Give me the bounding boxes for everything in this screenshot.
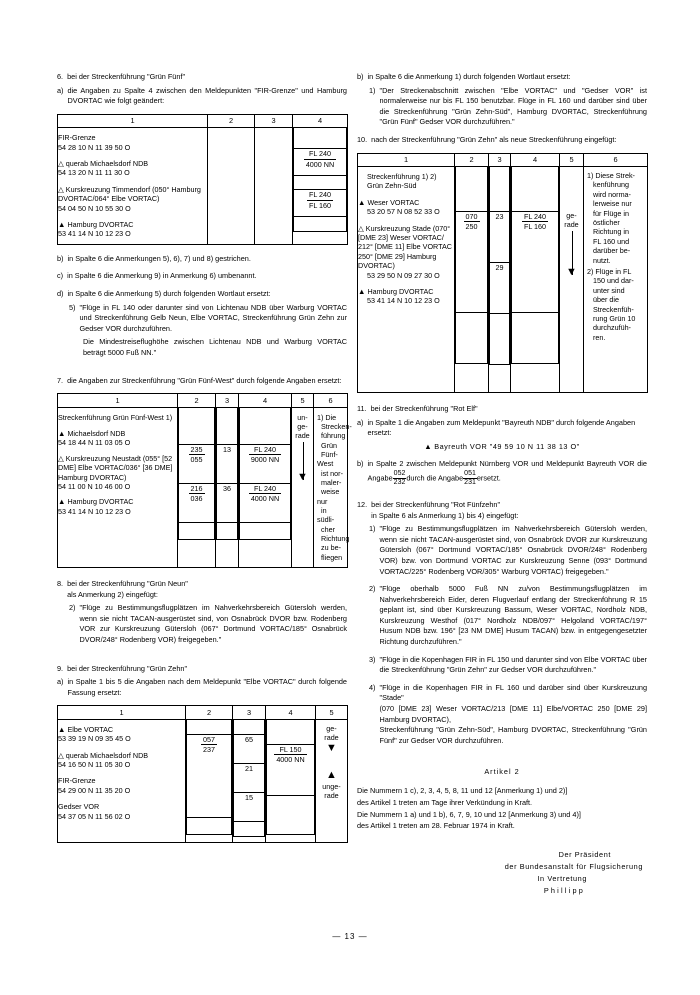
table-col-4-cell	[239, 407, 292, 568]
item-9b-label: b)	[357, 72, 364, 81]
waypoint-name: Kurskreuzung Stade (070° [DME 23] Weser VORTAC/ 212° [DME 11] Elbe VORTAC 250° [DME 29] Hamburg DVORTAC)	[358, 223, 452, 271]
item-12-note-3	[357, 655, 647, 676]
table-col-2-cell	[178, 407, 216, 568]
note-text: "Flüge in die Kopenhagen FIR in FL 150 und darunter sind von Elbe VORTAC über die Streckenführung "Grün Zehn" zur Gedser VOR durchzuführen."	[379, 654, 647, 675]
item-11-number: 11.	[357, 403, 367, 413]
item-12-title-line1: bei der Streckenführung "Rot Fünfzehn"	[371, 499, 501, 509]
col3-subgrid	[233, 720, 265, 837]
waypoint-name: querab Michaelsdorf NDB	[65, 750, 149, 760]
triangle-open-icon: △	[358, 223, 364, 233]
col-header-5: 5	[560, 153, 584, 166]
note-number: 1)	[369, 524, 376, 534]
triangle-open-icon: △	[58, 184, 64, 194]
waypoint-coords: 53 29 50 N 09 27 30 O	[367, 270, 440, 280]
col-header-4: 4	[511, 153, 560, 166]
table-col-4-cell	[511, 166, 560, 392]
waypoint-name: Gedser VOR	[58, 802, 100, 812]
col-header-2: 2	[178, 394, 216, 407]
col2-segment-2	[179, 483, 215, 522]
waypoint-name: FIR-Grenze	[58, 133, 96, 143]
item-11a-label: a)	[357, 417, 364, 427]
triangle-open-icon: △	[58, 159, 64, 168]
triangle-open-icon: △	[58, 750, 64, 760]
waypoint-coords: 54 29 00 N 11 35 20 O	[58, 785, 131, 795]
item-11-heading	[357, 404, 647, 415]
triangle-solid-icon: ▲	[58, 724, 66, 734]
waypoint-coords: 53 20 57 N 08 52 33 O	[367, 207, 440, 217]
table-item-10	[357, 153, 648, 393]
item-11a-entry	[357, 442, 647, 453]
col3-distance-1: 13	[217, 444, 238, 483]
col4-blank-end	[240, 522, 291, 539]
triangle-open-icon: △	[58, 453, 64, 463]
col2-subgrid	[178, 408, 215, 540]
table-row	[58, 159, 207, 178]
table-col-2-cell	[186, 719, 233, 842]
note-number: 2)	[369, 584, 376, 594]
item-11-title: bei der Streckenführung "Rot Elf"	[370, 403, 478, 413]
col4-segment-2	[294, 190, 347, 217]
col-header-4: 4	[293, 114, 348, 127]
flight-level-range: $\frac{FL 240}{4000 NN}$	[250, 483, 280, 504]
item-8-number: 8.	[57, 579, 64, 589]
waypoint-entry: Bayreuth VOR "49 59 10 N 11 38 13 O"	[434, 441, 580, 451]
col3-subgrid	[216, 408, 238, 540]
col3-blank-end	[490, 313, 510, 364]
item-12-note-4	[357, 683, 647, 747]
col4-blank	[512, 167, 559, 212]
col-header-5: 5	[316, 706, 348, 719]
col4-level-range	[512, 211, 559, 312]
item-7-heading	[57, 376, 347, 387]
waypoint-name: querab Michaelsdorf NDB	[65, 159, 149, 168]
col3-blank	[217, 408, 238, 445]
item-11b	[357, 459, 647, 488]
track-fraction-new: $\frac{051}{231}$	[464, 469, 476, 487]
table-row	[58, 133, 207, 152]
table-row	[58, 429, 177, 448]
item-9b-note-text: "Der Streckenabschnitt zwischen "Elbe VORTAC" und "Gedser VOR" ist normalerweise nur bis FL 150 benutzbar. Flüge in FL 160 und darüber sind über die Streckenführung "Grün Zehn-Süd", Hamburg DVORTAC, Streckenführung "Grün Fünf" Gedser VOR durchzuführen."	[379, 85, 647, 127]
item-6d-text: in Spalte 6 die Anmerkung 5) durch folgenden Wortlaut ersetzt:	[67, 289, 271, 299]
waypoint-name: Michaelsdorf NDB	[67, 429, 126, 438]
route-designator: Streckenführung Grün Fünf-West 1)	[58, 412, 173, 422]
item-6-title: bei der Streckenführung "Grün Fünf"	[67, 72, 186, 81]
col2-blank	[187, 720, 232, 735]
direction-arrow-down	[560, 231, 583, 291]
waypoint-name: Weser VORTAC	[367, 197, 420, 207]
col4-blank-end	[294, 217, 347, 232]
col2-blank-end	[456, 312, 488, 363]
flight-level-range: $\frac{FL 240}{4000 NN}$	[305, 149, 335, 169]
col3-blank	[490, 167, 510, 212]
col-header-1: 1	[358, 153, 455, 166]
col-header-2: 2	[208, 114, 255, 127]
col2-track-pair	[456, 211, 488, 312]
table-row	[358, 224, 454, 280]
flight-level-range: $\frac{FL 150}{4000 NN}$	[276, 744, 305, 765]
waypoint-name: Kurskreuzung Timmendorf (050° Hamburg DVORTAC/064° Elbe VORTAC)	[58, 184, 201, 204]
item-9a-label: a)	[57, 677, 64, 687]
col-header-4: 4	[239, 394, 292, 407]
waypoint-name: FIR-Grenze	[58, 776, 96, 786]
note-text-line2: (070 [DME 23] Weser VORTAC/213 [DME 11] Elbe/VORTAC 250 [DME 29] Hamburg DVORTAC),	[379, 704, 647, 724]
col-header-2: 2	[455, 153, 489, 166]
col-header-2: 2	[186, 706, 233, 719]
waypoint-coords: 54 18 44 N 11 03 05 O	[58, 438, 131, 448]
table-row	[58, 454, 177, 492]
item-8-heading	[57, 579, 347, 600]
item-8-title-line1: bei der Streckenführung "Grün Neun"	[67, 579, 188, 589]
col-header-4: 4	[266, 706, 316, 719]
item-6d-note-p1: "Flüge in FL 140 oder darunter sind von Lichtenau NDB über Warburg VORTAC und Streckenführung Gelb Neun, Elbe VORTAC, Streckenführung Grün Zehn zur Gedser VOR durchzuführen.	[79, 302, 347, 333]
item-6c-text: in Spalte 6 die Anmerkung 9) in Anmerkung 6) umbenannt.	[67, 271, 257, 281]
table-row	[58, 776, 185, 795]
waypoint-name: Hamburg DVORTAC	[67, 220, 134, 230]
signature-proxy: In Vertretung	[537, 873, 587, 883]
col-header-6: 6	[584, 153, 648, 166]
col3-subgrid	[489, 167, 510, 365]
triangle-solid-icon: ▲	[58, 497, 66, 507]
note-number: 3)	[369, 654, 376, 664]
col-header-1: 1	[58, 706, 186, 719]
waypoint-coords: 53 41 14 N 10 12 23 O	[58, 506, 131, 516]
arrow-up-icon: ▲	[326, 769, 337, 782]
artikel-2-heading: Artikel 2	[484, 767, 520, 777]
table-col-1-cell	[58, 407, 178, 568]
track-pair: $\frac{216}{036}$	[190, 483, 203, 504]
direction-parity-odd: unge- rade	[322, 782, 341, 801]
item-10-number: 10.	[357, 134, 368, 144]
artikel-2-line3: Die Nummern 1 a) und 1 b), 6, 7, 9, 10 und 12 [Anmerkung 3) und 4)]	[357, 809, 581, 819]
triangle-solid-icon: ▲	[58, 429, 66, 438]
item-11a	[357, 418, 647, 439]
table-row	[58, 497, 177, 516]
col3-blank-end	[234, 821, 265, 836]
col4-blank	[294, 128, 347, 149]
table-item-7	[57, 393, 352, 568]
item-9-title: bei der Streckenführung "Grün Zehn"	[67, 663, 188, 673]
table-body-row	[58, 719, 348, 842]
waypoint-coords: 54 04 50 N 10 55 30 O	[58, 203, 131, 213]
note-number: 4)	[369, 682, 376, 692]
table-col-2-cell	[208, 128, 255, 245]
col3-distance-1: 23	[490, 211, 510, 262]
col-header-1: 1	[58, 114, 208, 127]
item-6d	[57, 289, 347, 300]
waypoint-name: Hamburg DVORTAC	[67, 497, 134, 507]
item-9-number: 9.	[57, 663, 64, 673]
table-row	[58, 725, 185, 744]
col-header-3: 3	[489, 153, 511, 166]
waypoint-coords: 53 41 14 N 10 12 23 O	[367, 296, 440, 306]
item-8-note	[57, 603, 347, 645]
item-6a-label: a)	[57, 85, 64, 95]
table-row	[58, 413, 177, 422]
table-col-2-cell	[455, 166, 489, 392]
col2-segment-1	[179, 444, 215, 483]
note-text: "Flüge oberhalb 5000 Fuß NN zu/von Bestimmungsflugplätzen im Nahverkehrsbereich Eider, deren Flugverlauf entlang der Streckenführung R 15 geplant ist, sind über Kurskreuzung Bassum, Weser VORTAC, Nordholz NDB, Kurskreuzung Westhof (017° Nordholz NDB/097° Helgoland VORTAC/197° Husum NDB bzw. 196° [23 NM DME] Husum TACAN) bzw. in entgegengesetzter Richtung durchzuführen."	[379, 584, 647, 647]
item-10-title: nach der Streckenführung "Grün Zehn" als neue Streckenführung eingefügt:	[371, 134, 617, 144]
item-12-note-1	[357, 524, 647, 577]
table-body-row	[58, 128, 348, 245]
col4-level-range	[267, 744, 315, 795]
artikel-2-line4: des Artikel 1 treten am 28. Februar 1974 in Kraft.	[357, 821, 515, 831]
item-9a-text: in Spalte 1 bis 5 die Angaben nach dem Meldepunkt "Elbe VORTAC" durch folgende Fassung ersetzt:	[67, 677, 347, 697]
direction-arrow-down: ▼	[292, 442, 313, 492]
direction-parity-even: ge- rade	[324, 723, 339, 743]
track-pair: $\frac{070}{250}$	[465, 211, 478, 232]
table-row	[58, 751, 185, 770]
col4-blank-end	[512, 312, 559, 363]
item-11b-text-1: in Spalte 2 zwischen Meldepunkt Nürnberg VOR und Meldepunkt Bayreuth VOR die Angabe	[367, 459, 647, 483]
flight-level-range: $\frac{FL 240}{FL 160}$	[308, 190, 332, 210]
table-col-4-cell	[293, 128, 348, 245]
waypoint-coords: 54 13 20 N 11 11 30 O	[58, 168, 130, 178]
waypoint-coords: 53 39 19 N 09 35 45 O	[58, 734, 131, 744]
left-column	[57, 72, 352, 843]
table-item-9	[57, 705, 348, 842]
col2-blank-end	[179, 522, 215, 539]
table-col-6-cell	[314, 407, 352, 568]
item-6d-note-p2: Die Mindestreiseflughöhe zwischen Lichtenau NDB und Warburg VORTAC beträgt 5000 Fuß NN."	[83, 337, 347, 357]
direction-parity: ge- rade	[564, 210, 579, 230]
item-6d-note	[57, 303, 347, 335]
item-6-heading	[57, 72, 347, 83]
col-header-5: 5	[292, 394, 314, 407]
table-col-4-cell	[266, 719, 316, 842]
table-header-row	[58, 114, 348, 127]
signature-authority: der Bundesanstalt für Flugsicherung	[504, 861, 643, 871]
remark-note: 1) Die Strecken- führung Grün Fünf-West ist nor- maler- weise nur in südli- cher Richtung zu be- fliegen	[317, 412, 352, 562]
flight-level-range: $\frac{FL 240}{FL 160}$	[523, 211, 547, 232]
table-body-row	[358, 166, 648, 392]
item-6-number: 6.	[57, 72, 64, 81]
item-9a	[57, 677, 347, 698]
waypoint-coords: 54 28 10 N 11 39 50 O	[58, 142, 131, 152]
col3-distance-2: 36	[217, 483, 238, 522]
table-col-1-cell	[58, 128, 208, 245]
waypoint-coords: 54 16 50 N 11 05 30 O	[58, 760, 131, 770]
item-6c-label: c)	[57, 271, 64, 281]
track-pair: $\frac{057}{237}$	[203, 734, 215, 755]
table-row	[58, 802, 185, 821]
waypoint-name: Hamburg DVORTAC	[367, 287, 434, 297]
triangle-solid-icon: ▲	[358, 287, 366, 297]
item-10-heading	[357, 135, 647, 146]
item-12-number: 12.	[357, 499, 368, 509]
item-8-note-number: 2)	[69, 603, 76, 613]
col-header-1: 1	[58, 394, 178, 407]
signature-block	[357, 849, 647, 897]
triangle-solid-icon: ▲	[424, 441, 432, 451]
page-number: — 13 —	[332, 932, 368, 941]
item-6a-text: die Angaben zu Spalte 4 zwischen den Meldepunkten "FIR-Grenze" und Hamburg DVORTAC wie folgt geändert:	[67, 85, 347, 106]
remark-note-1: 1) Diese Strek- kenführung wird norma- lerweise nur für Flüge in östlicher Richtung in FL 160 und darüber be- nutzt.	[587, 170, 635, 265]
col4-segment-1	[294, 149, 347, 176]
item-11b-label: b)	[357, 459, 364, 469]
table-row	[58, 220, 207, 239]
table-col-5-cell	[292, 407, 314, 568]
item-6c	[57, 271, 347, 282]
item-6d-label: d)	[57, 289, 64, 299]
table-item-6	[57, 114, 348, 245]
table-header-row	[358, 153, 648, 166]
table-col-6-cell	[584, 166, 648, 392]
item-12-title-line2: in Spalte 6 als Anmerkung 1) bis 4) eingefügt:	[371, 510, 519, 520]
col2-track-pair	[187, 734, 232, 817]
col2-blank-end	[187, 817, 232, 834]
item-7-number: 7.	[57, 375, 64, 385]
remark-note-2: 2) Flüge in FL 150 und dar- unter sind über die Streckenfüh- rung Grün 10 durchzufüh- ren.	[587, 267, 636, 342]
item-11a-text: in Spalte 1 die Angaben zum Meldepunkt "Bayreuth NDB" durch folgende Angaben ersetzt:	[367, 417, 636, 438]
waypoint-name: Elbe VORTAC	[67, 724, 114, 734]
col4-segment-2	[240, 483, 291, 522]
item-11b-text-2: durch die Angabe	[406, 473, 464, 483]
table-col-3-cell	[489, 166, 511, 392]
route-designator: Streckenführung 1) 2) Grün Zehn-Süd	[367, 171, 437, 191]
arrow-down-icon: ▼	[566, 266, 577, 279]
col3-distance-2: 21	[234, 763, 265, 792]
col3-blank	[234, 720, 265, 735]
col2-blank	[179, 408, 215, 445]
table-col-3-cell	[255, 128, 293, 245]
item-6d-note-number: 5)	[69, 302, 76, 312]
item-12-heading	[357, 500, 647, 521]
waypoint-coords: 53 41 14 N 10 12 23 O	[58, 229, 131, 239]
col4-blank	[267, 720, 315, 745]
col4-gap	[294, 176, 347, 190]
waypoint-coords: 54 37 05 N 11 56 02 O	[58, 811, 131, 821]
col-header-3: 3	[255, 114, 293, 127]
col3-distance-2: 29	[490, 262, 510, 313]
table-row	[358, 287, 454, 306]
table-col-5-cell	[560, 166, 584, 392]
col2-blank	[456, 167, 488, 212]
col4-subgrid	[266, 720, 315, 835]
table-col-1-cell	[358, 166, 455, 392]
col2-subgrid	[455, 167, 488, 364]
col3-distance-1: 65	[234, 734, 265, 763]
col4-blank-end	[267, 795, 315, 834]
note-text-line1: "Flüge in die Kopenhagen FIR in FL 160 und darüber sind über Kurskreuzung "Stade"	[379, 682, 647, 703]
waypoint-coords: 54 11 00 N 10 46 00 O	[58, 482, 131, 492]
table-row	[358, 198, 454, 217]
signature-title: Der Präsident	[558, 849, 611, 859]
item-12-note-2	[357, 584, 647, 648]
item-9-heading	[57, 664, 347, 675]
col2-subgrid	[186, 720, 232, 835]
artikel-2-line2: des Artikel 1 treten am Tage ihrer Verkündung in Kraft.	[357, 798, 533, 807]
item-6a	[57, 86, 347, 107]
flight-level-range: $\frac{FL 240}{9000 NN}$	[250, 444, 280, 465]
col3-distance-3: 15	[234, 792, 265, 821]
item-11b-text-3: ersetzt.	[476, 473, 501, 483]
item-9b-text: in Spalte 6 die Anmerkung 1) durch folgenden Wortlaut ersetzt:	[367, 72, 571, 81]
triangle-solid-icon: ▲	[358, 197, 366, 207]
col4-subgrid	[293, 128, 347, 232]
table-header-row	[58, 394, 348, 407]
table-row	[358, 172, 454, 191]
artikel-2-line1: Die Nummern 1 c), 2, 3, 4, 5, 8, 11 und 12 [Anmerkung 1) und 2)]	[357, 786, 568, 796]
table-row	[58, 185, 207, 213]
note-text-line3: Streckenführung "Grün Zehn-Süd", Hamburg DVORTAC, Streckenführung "Grün Fünf" zur Gedser VOR durchzuführen.	[379, 725, 647, 745]
item-9b	[357, 72, 647, 83]
col4-subgrid	[239, 408, 291, 540]
item-8-note-text: "Flüge zu Bestimmungsflugplätzen im Nahverkehrsbereich Gütersloh werden, wenn sie nicht TACAN-ausgerüstet sind, von Osnabrück DVOR bzw. Rodenberg VOR zur Kurskreuzung Gütersloh (067° Dortmund VORTAC/185° Osnabrück DVOR/248° Rodenberg VOR) freigegeben."	[79, 603, 347, 645]
item-6b-label: b)	[57, 253, 64, 263]
col4-blank	[240, 408, 291, 445]
arrow-down-icon: ▼	[326, 742, 337, 755]
col4-segment-1	[240, 444, 291, 483]
right-column	[357, 72, 647, 897]
triangle-solid-icon: ▲	[58, 220, 66, 230]
table-col-5-cell	[316, 719, 348, 842]
col3-blank-end	[217, 522, 238, 539]
item-9b-note	[357, 86, 647, 128]
item-9b-note-number: 1)	[369, 85, 376, 95]
signature-name: Phillipp	[543, 885, 585, 895]
col-header-6: 6	[314, 394, 348, 407]
item-7-title: die Angaben zur Streckenführung "Grün Fünf-West" durch folgende Angaben ersetzt:	[67, 375, 342, 385]
artikel-2-body	[357, 785, 647, 831]
table-header-row	[58, 706, 348, 719]
col-header-3: 3	[216, 394, 239, 407]
table-col-3-cell	[216, 407, 239, 568]
item-6b	[57, 254, 347, 265]
track-pair: $\frac{235}{055}$	[190, 444, 203, 465]
col-header-3: 3	[233, 706, 266, 719]
table-body-row	[58, 407, 348, 568]
item-6b-text: in Spalte 6 die Anmerkungen 5), 6), 7) und 8) gestrichen.	[67, 253, 251, 263]
table-col-3-cell	[233, 719, 266, 842]
direction-parity: un- ge- rade	[295, 412, 310, 440]
table-col-1-cell	[58, 719, 186, 842]
note-text: "Flüge zu Bestimmungsflugplätzen im Nahverkehrsbereich Gütersloh werden, wenn sie nicht TACAN-ausgerüstet sind, von Osnabrück DVOR zur Kurskreuzung Gütersloh (067° Dortmund VORTAC/185° Osnabrück DVOR/248° Rodenberg VOR) bzw. von Dortmund VORTAC zur Kurskreuzung Senne (093° Dortmund VORTAC/225° Rodenberg VOR/305° Warburg VORTAC) freigegeben."	[379, 524, 647, 576]
waypoint-name: Kurskreuzung Neustadt (055° [52 DME] Elbe VORTAC/036° [36 DME] Hamburg DVORTAC)	[58, 453, 173, 482]
col4-subgrid	[511, 167, 559, 364]
track-fraction-old: $\frac{052}{232}$	[393, 469, 406, 487]
item-8-title-line2: als Anmerkung 2) eingefügt:	[67, 589, 158, 599]
